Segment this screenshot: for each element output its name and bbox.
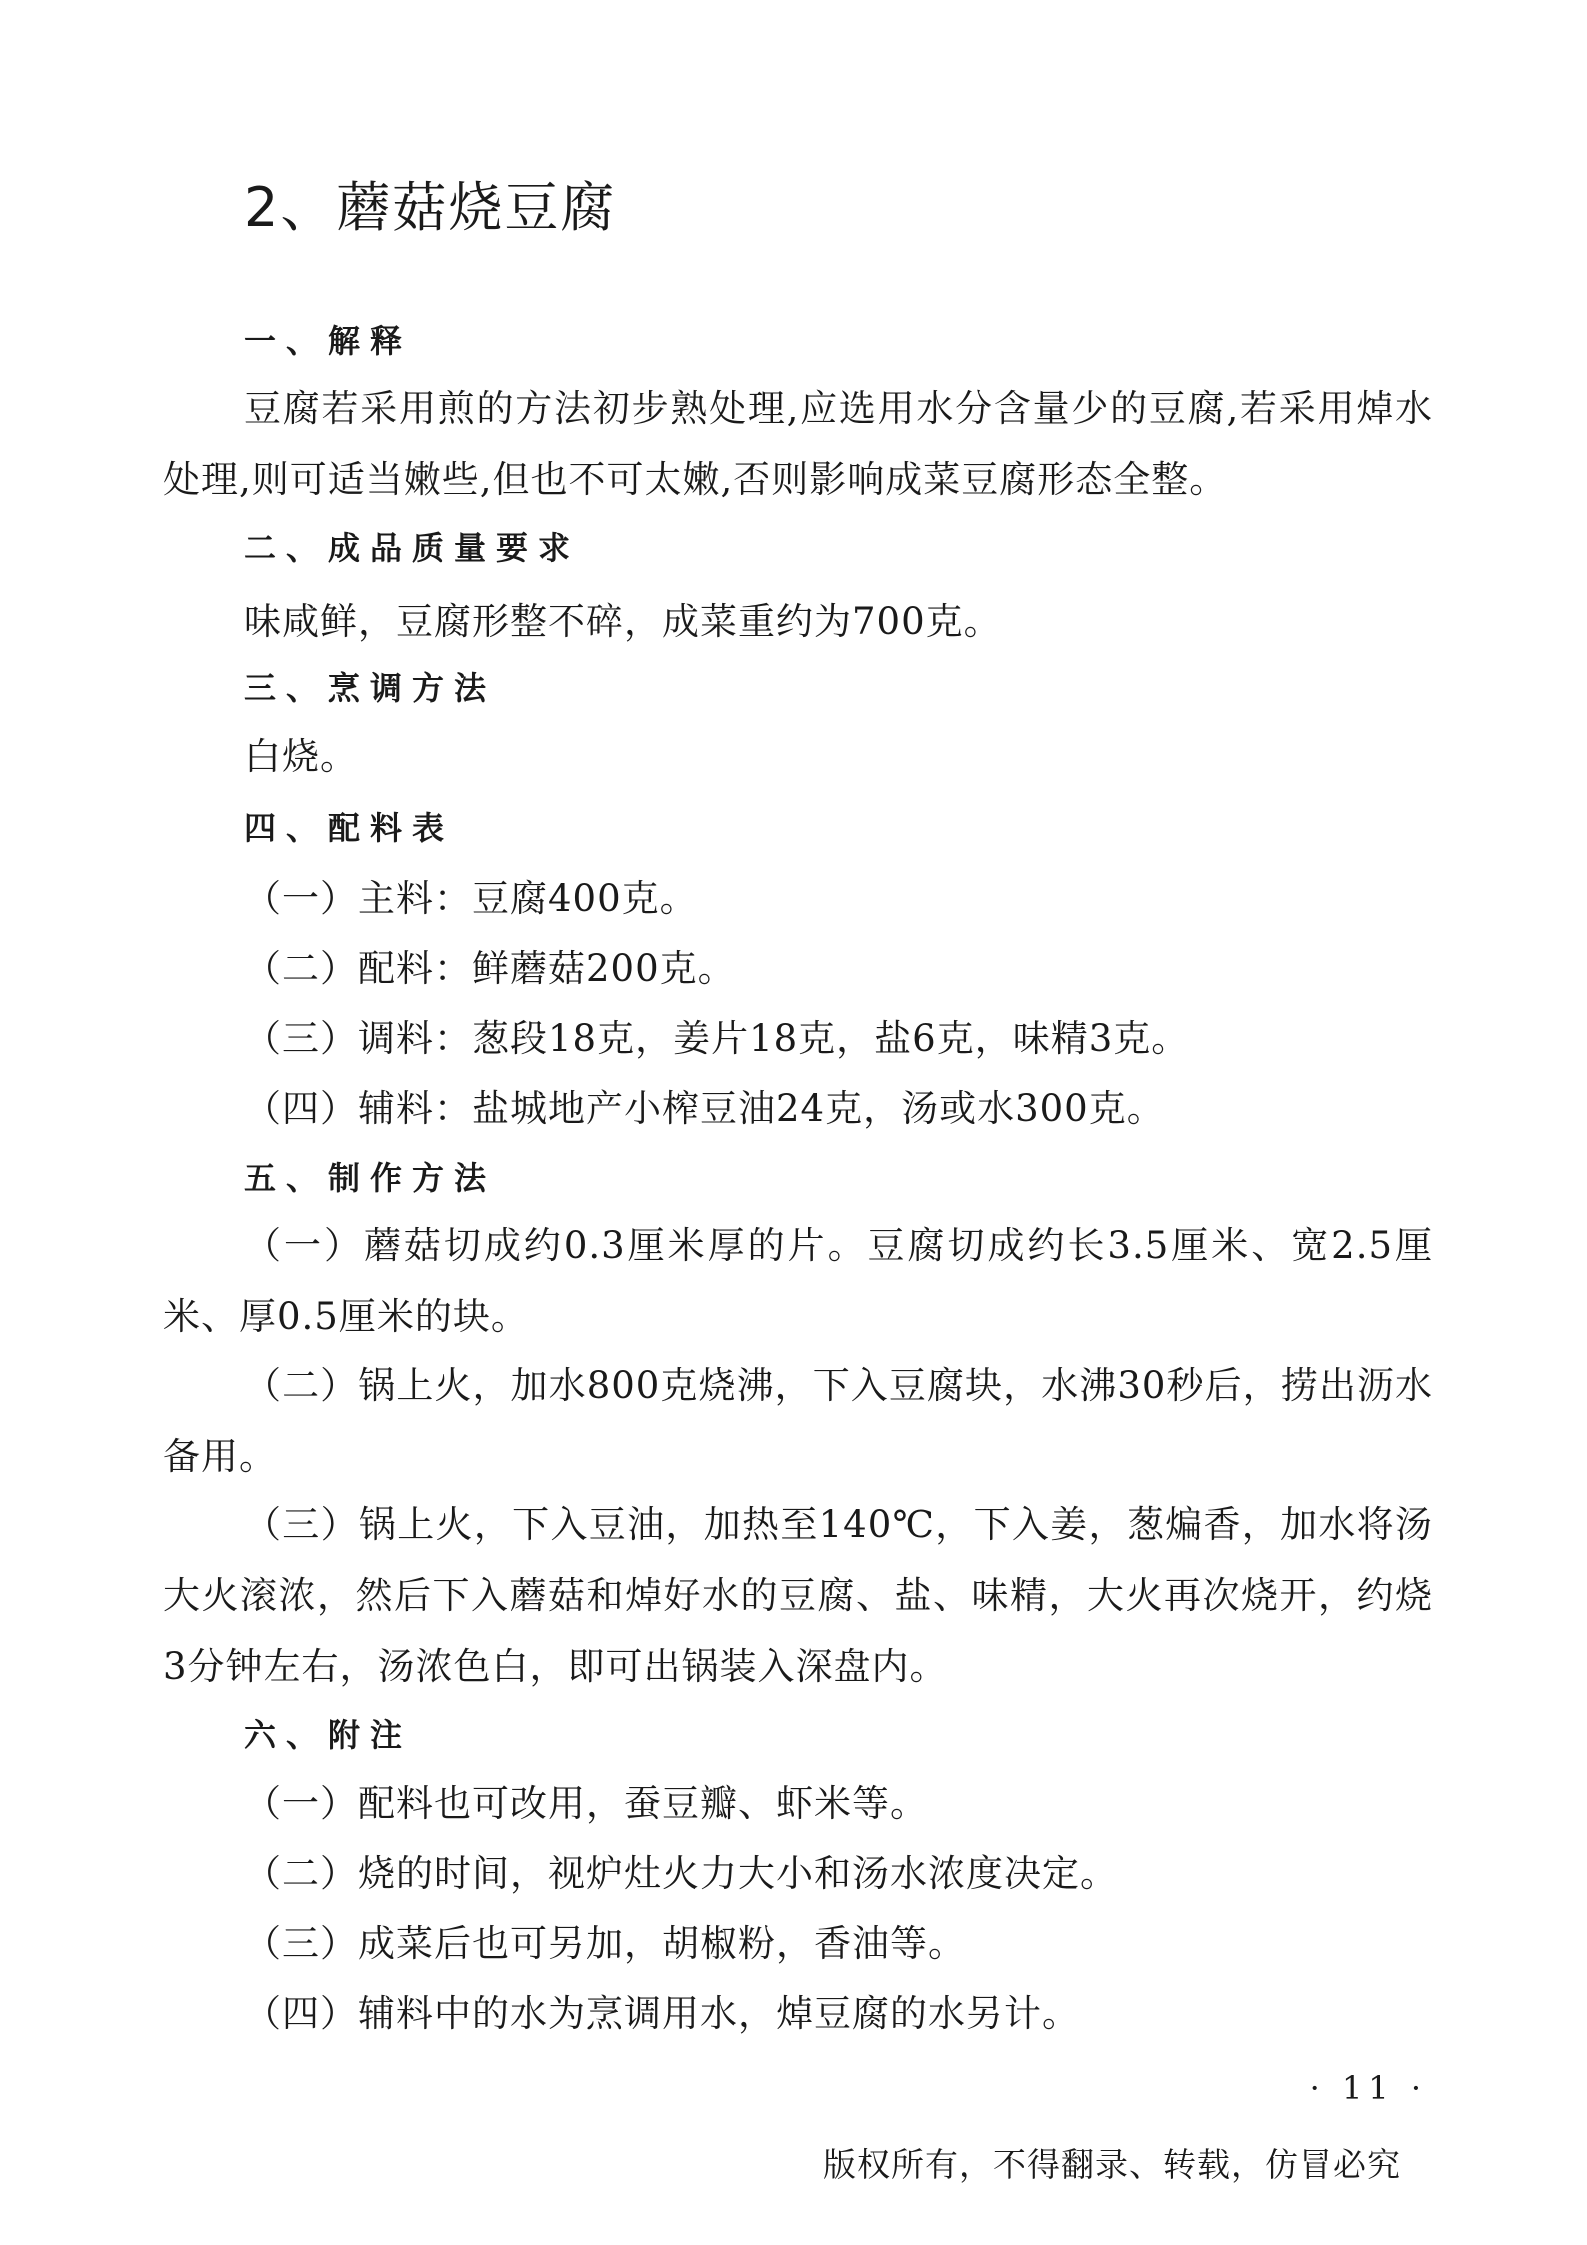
recipe-title: 2、蘑菇烧豆腐 — [244, 176, 617, 239]
page-number: · 11 · — [1309, 2069, 1427, 2107]
copyright-notice: 版权所有，不得翻录、转载，仿冒必究 — [823, 2145, 1401, 2184]
ingredient-item: （三）调料：葱段18克，姜片18克，盐6克，味精3克。 — [244, 1017, 1190, 1060]
section-heading-notes: 六、附注 — [244, 1716, 413, 1754]
section-text-method: 白烧。 — [244, 735, 358, 778]
section-heading-method: 三、烹调方法 — [244, 669, 497, 707]
note-item: （四）辅料中的水为烹调用水，焯豆腐的水另计。 — [244, 1992, 1080, 2035]
ingredient-item: （四）辅料：盐城地产小榨豆油24克，汤或水300克。 — [244, 1087, 1165, 1130]
note-item: （三）成菜后也可另加，胡椒粉，香油等。 — [244, 1922, 966, 1965]
ingredient-item: （一）主料：豆腐400克。 — [244, 877, 698, 920]
note-item: （二）烧的时间，视炉灶火力大小和汤水浓度决定。 — [244, 1852, 1118, 1895]
section-text-quality: 味咸鲜，豆腐形整不碎，成菜重约为700克。 — [244, 600, 1002, 643]
section-heading-quality: 二、成品质量要求 — [244, 529, 581, 567]
section-text-explain: 豆腐若采用煎的方法初步熟处理,应选用水分含量少的豆腐,若采用焯水处理,则可适当嫩些,但也不可太嫩,否则影响成菜豆腐形态全整。 — [163, 387, 1433, 501]
ingredient-item: （二）配料：鲜蘑菇200克。 — [244, 947, 736, 990]
step-item: （三）锅上火，下入豆油，加热至140℃，下入姜，葱煸香，加水将汤大火滚浓，然后下入蘑菇和焯好水的豆腐、盐、味精，大火再次烧开，约烧3分钟左右，汤浓色白，即可出锅装入深盘内。 — [163, 1503, 1433, 1688]
note-item: （一）配料也可改用，蚕豆瓣、虾米等。 — [244, 1782, 928, 1825]
step-item: （二）锅上火，加水800克烧沸，下入豆腐块，水沸30秒后，捞出沥水备用。 — [163, 1364, 1433, 1478]
step-item: （一）蘑菇切成约0.3厘米厚的片。豆腐切成约长3.5厘米、宽2.5厘米、厚0.5厘米的块。 — [163, 1224, 1433, 1338]
section-heading-steps: 五、制作方法 — [244, 1159, 497, 1197]
section-heading-ingredients: 四、配料表 — [244, 809, 455, 847]
section-heading-explain: 一、解释 — [244, 322, 413, 360]
